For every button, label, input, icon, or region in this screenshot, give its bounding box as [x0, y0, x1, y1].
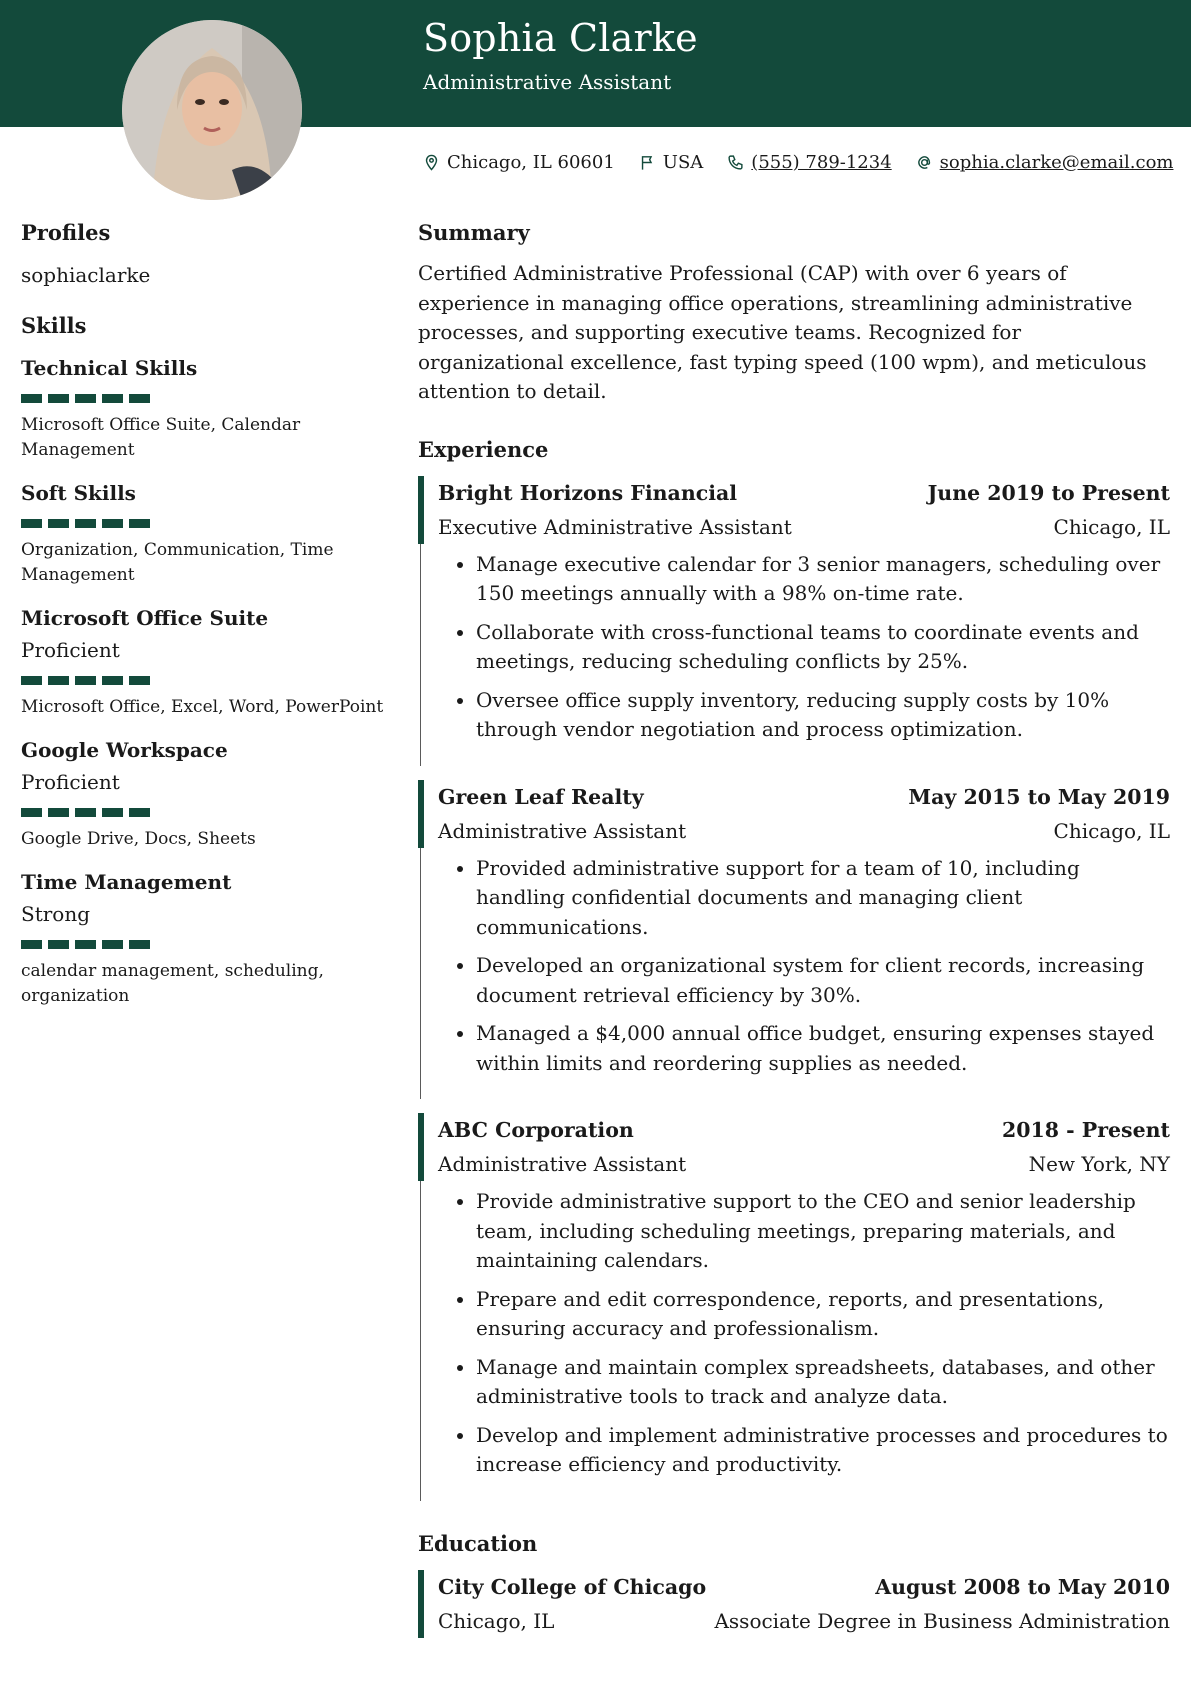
bullet-item: • Develop and implement administrative processes and procedures to increase efficiency and productivity.	[476, 1421, 1170, 1480]
skill-item	[21, 356, 391, 463]
entry-accent-bar	[418, 476, 424, 544]
at-sign-icon	[916, 154, 933, 171]
phone-link[interactable]: (555) 789-1234	[751, 151, 892, 173]
skill-rating	[21, 394, 391, 403]
skill-rating	[21, 519, 391, 528]
contact-phone	[727, 152, 891, 173]
entry-location: Chicago, IL	[438, 1608, 555, 1633]
entry-rule	[420, 1181, 421, 1501]
degree-name: Associate Degree in Business Administration	[714, 1608, 1170, 1633]
contact-bar	[423, 148, 1191, 176]
skill-level: Proficient	[21, 770, 120, 794]
contact-country	[639, 152, 704, 173]
entry-accent-bar	[418, 1113, 424, 1181]
entry-rule	[420, 544, 421, 766]
profile-photo	[122, 20, 302, 200]
bullet-item: • Provided administrative support for a team of 10, including handling confidential documents and managing client communications.	[476, 854, 1170, 943]
skill-keywords: Google Drive, Docs, Sheets	[21, 829, 256, 849]
map-pin-icon	[423, 154, 440, 171]
skill-name: Time Management	[21, 870, 232, 894]
flag-icon	[639, 154, 656, 171]
experience-entry	[418, 476, 1170, 766]
skill-rating	[21, 940, 391, 949]
experience-entry	[418, 780, 1170, 1100]
entry-accent-bar	[418, 780, 424, 848]
entry-bullets	[418, 1187, 1170, 1501]
skills-title: Skills	[21, 313, 87, 338]
entry-accent-bar	[418, 1570, 424, 1638]
contact-location	[423, 152, 615, 173]
entry-dates: May 2015 to May 2019	[908, 784, 1170, 809]
experience-entry	[418, 1113, 1170, 1501]
education-title: Education	[418, 1530, 538, 1556]
location-text: Chicago, IL 60601	[447, 151, 615, 173]
skill-keywords: Microsoft Office Suite, Calendar Management	[21, 415, 301, 460]
skill-item	[21, 606, 391, 720]
skill-keywords: calendar management, scheduling, organization	[21, 961, 324, 1006]
company-name: Bright Horizons Financial	[438, 480, 738, 505]
skill-level: Strong	[21, 902, 91, 926]
entry-location: Chicago, IL	[1053, 818, 1170, 843]
skill-item	[21, 481, 391, 588]
bullet-item: • Collaborate with cross-functional teams to coordinate events and meetings, reducing scheduling conflicts by 25%.	[476, 618, 1170, 677]
experience-title: Experience	[418, 436, 549, 462]
summary-text: Certified Administrative Professional (CAP) with over 6 years of experience in managing office operations, streamlining administrative processes, and supporting executive teams. Recognized for organizational excellence, fast typing speed (100 wpm), and meticulous attention to detail.	[418, 261, 1147, 403]
entry-rule	[420, 848, 421, 1100]
entry-dates: 2018 - Present	[1001, 1118, 1170, 1142]
summary-title: Summary	[418, 220, 530, 245]
profile-username: sophiaclarke	[21, 263, 151, 287]
right-column	[418, 220, 1170, 1638]
skill-name: Microsoft Office Suite	[21, 606, 269, 630]
email-link[interactable]: sophia.clarke@email.com	[939, 151, 1174, 173]
education-entry	[418, 1570, 1170, 1638]
skill-item	[21, 738, 391, 852]
skill-rating	[21, 808, 391, 817]
skill-keywords: Microsoft Office, Excel, Word, PowerPoint	[21, 697, 384, 717]
profiles-title: Profiles	[21, 220, 111, 245]
bullet-item: • Manage and maintain complex spreadsheets, databases, and other administrative tools to track and analyze data.	[476, 1353, 1170, 1412]
entry-location: Chicago, IL	[1053, 514, 1170, 539]
entry-bullets	[418, 550, 1170, 766]
profile-photo-image	[122, 20, 302, 200]
candidate-headline: Administrative Assistant	[423, 70, 672, 94]
skill-rating	[21, 676, 391, 685]
skill-level: Proficient	[21, 638, 120, 662]
bullet-item: • Developed an organizational system for client records, increasing document retrieval efficiency by 30%.	[476, 951, 1170, 1010]
position-title: Executive Administrative Assistant	[438, 514, 792, 539]
institution-name: City College of Chicago	[438, 1574, 707, 1599]
skill-keywords: Organization, Communication, Time Management	[21, 540, 334, 585]
contact-email	[916, 152, 1174, 173]
country-text: USA	[662, 151, 704, 173]
bullet-item: • Prepare and edit correspondence, reports, and presentations, ensuring accuracy and professionalism.	[476, 1285, 1170, 1344]
position-title: Administrative Assistant	[438, 818, 687, 843]
skill-item	[21, 870, 391, 1009]
bullet-item: • Manage executive calendar for 3 senior managers, scheduling over 150 meetings annually with a 98% on-time rate.	[476, 550, 1170, 609]
bullet-item: • Managed a $4,000 annual office budget, ensuring expenses stayed within limits and reordering supplies as needed.	[476, 1019, 1170, 1078]
bullet-item: • Oversee office supply inventory, reducing supply costs by 10% through vendor negotiation and process optimization.	[476, 686, 1170, 745]
entry-dates: June 2019 to Present	[927, 480, 1170, 505]
company-name: ABC Corporation	[438, 1118, 634, 1142]
entry-location: New York, NY	[1028, 1152, 1170, 1176]
position-title: Administrative Assistant	[438, 1152, 687, 1176]
entry-dates: August 2008 to May 2010	[875, 1574, 1170, 1599]
company-name: Green Leaf Realty	[438, 784, 644, 809]
candidate-name: Sophia Clarke	[423, 16, 698, 60]
bullet-item: • Provide administrative support to the CEO and senior leadership team, including scheduling meetings, preparing materials, and maintaining calendars.	[476, 1187, 1170, 1276]
skill-name: Google Workspace	[21, 738, 228, 762]
phone-icon	[727, 154, 744, 171]
skill-name: Soft Skills	[21, 481, 136, 505]
entry-bullets	[418, 854, 1170, 1100]
left-column	[21, 220, 391, 1009]
skill-name: Technical Skills	[21, 356, 198, 380]
